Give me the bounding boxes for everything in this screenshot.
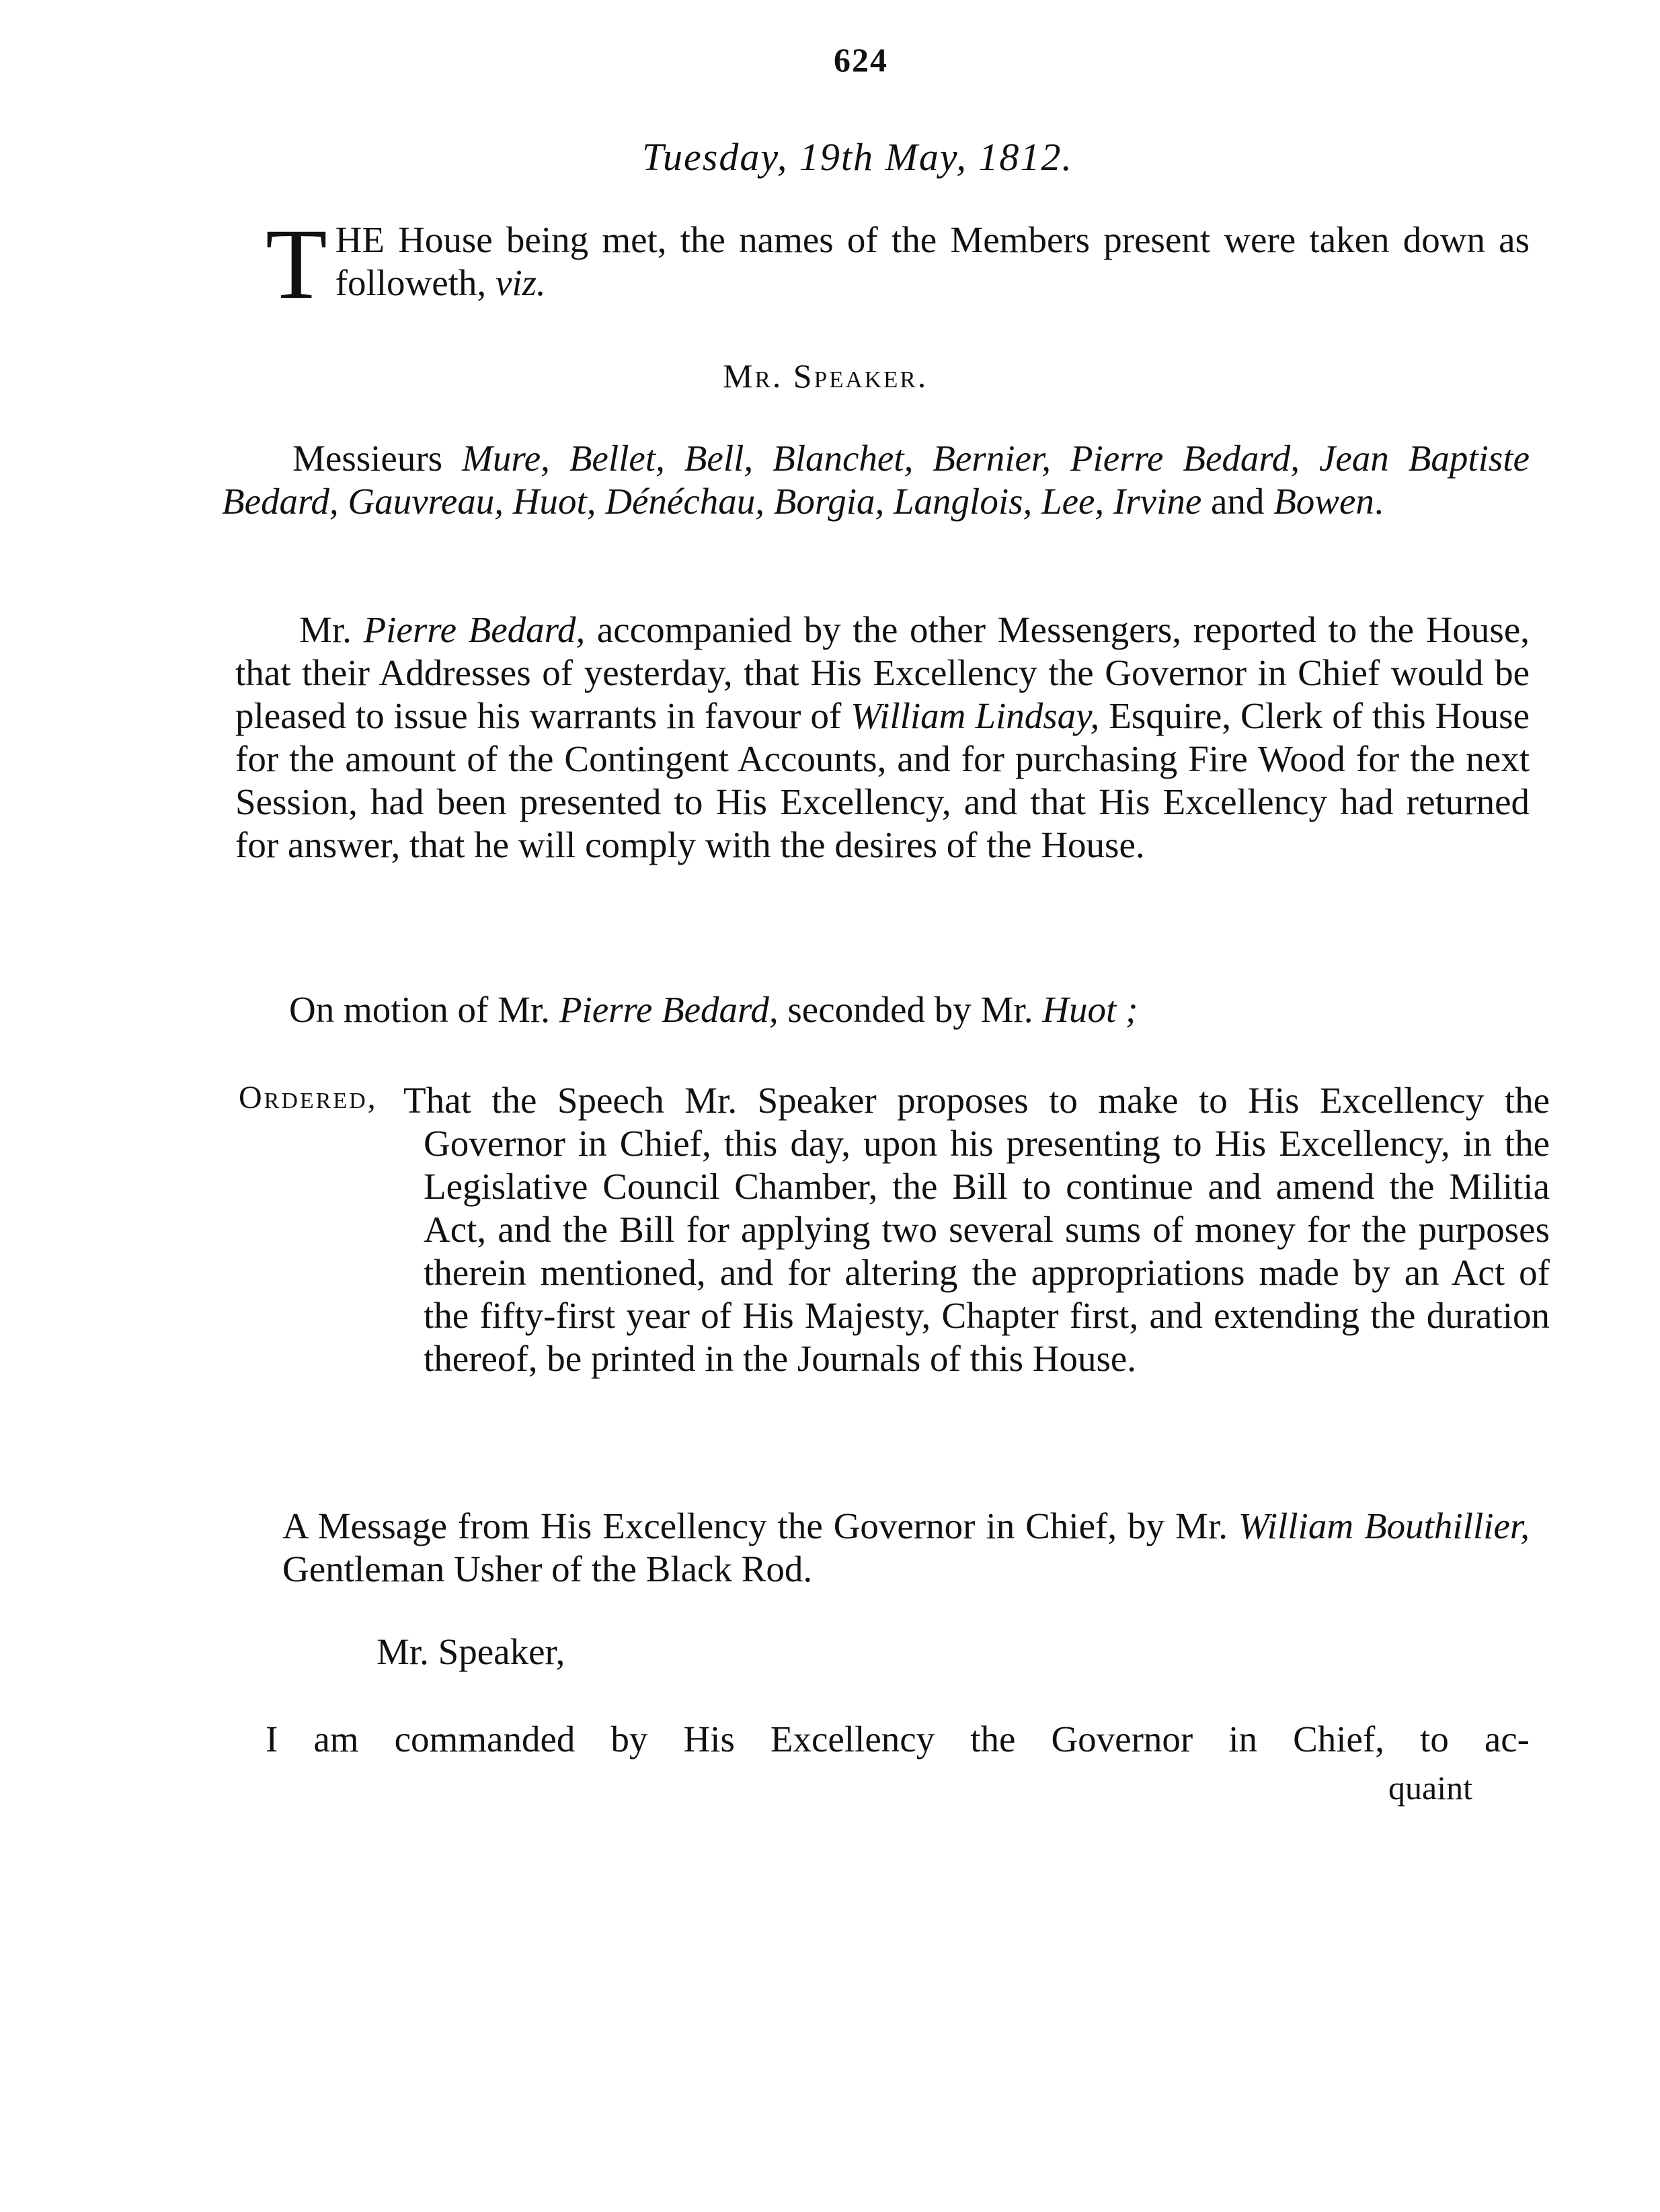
- motion-text-2: seconded by Mr.: [778, 989, 1043, 1030]
- drop-cap: T: [266, 208, 327, 320]
- speaker-line: Mr. Speaker.: [723, 357, 928, 395]
- members-names: Mure, Bellet, Bell, Blanchet, Bernier, Pierre Bedard, Jean Baptiste Bedard, Gauvreau, Huot, Dénéchau, Borgia, Langlois, Lee, Irvine: [222, 438, 1530, 522]
- members-and: and: [1201, 481, 1274, 522]
- date-heading: Tuesday, 19th May, 1812.: [642, 135, 1073, 179]
- report-mr: Mr.: [299, 609, 364, 650]
- page-number: 624: [834, 41, 888, 79]
- ordered-label: Ordered,: [239, 1080, 378, 1115]
- report-name: Pierre Bedard,: [363, 609, 586, 650]
- motion-line: [289, 988, 1138, 1031]
- message-name: William Bouthillier,: [1238, 1505, 1530, 1546]
- opening-viz: viz.: [495, 262, 546, 303]
- ordered-text: That the Speech Mr. Speaker proposes to make to His Excellency the Governor in Chief, this day, upon his presenting to His Excellency, in the Legislative Council Chamber, the Bill to continue and amend the Militia Act, and the Bill for applying two several sums of money for the purposes therein mentioned, and for altering the appropriations made by an Act of the fifty-first year of His Majesty, Chapter first, and extending the duration thereof, be printed in the Journals of this House.: [403, 1080, 1550, 1379]
- catchword: quaint: [1388, 1769, 1472, 1807]
- message-text-1: A Message from His Excellency the Governor in Chief, by Mr.: [282, 1505, 1238, 1546]
- final-line: I am commanded by His Excellency the Governor in Chief, to ac-: [266, 1719, 1530, 1760]
- report-text-1: accompanied by the other Messengers, reported to the House, that their Addresses of yesterday, that His Excellency the Governor in Chief would be pleased to issue his warrants in favour of: [235, 609, 1530, 736]
- report-paragraph: [235, 608, 1530, 867]
- salutation: Mr. Speaker,: [377, 1631, 565, 1672]
- members-last: Bowen: [1273, 481, 1374, 522]
- opening-text: HE House being met, the names of the Members present were taken down as followeth,: [335, 219, 1530, 303]
- members-intro: Messieurs: [292, 438, 463, 479]
- message-paragraph: [282, 1505, 1530, 1591]
- report-clerk-name: William Lindsay,: [851, 695, 1100, 736]
- motion-text-1: On motion of Mr.: [289, 989, 559, 1030]
- motion-seconder: Huot ;: [1042, 989, 1138, 1030]
- opening-paragraph: [266, 208, 1530, 320]
- members-paragraph: [222, 437, 1530, 523]
- report-text-2: Esquire, Clerk of this House for the amount of the Contingent Accounts, and for purchasing Fire Wood for the next Session, had been presented to His Excellency, and that His Excellency had returned for answer, that he will comply with the desires of the House.: [235, 695, 1530, 865]
- motion-mover: Pierre Bedard,: [559, 989, 779, 1030]
- members-end: .: [1374, 481, 1384, 522]
- message-text-2: Gentleman Usher of the Black Rod.: [282, 1548, 813, 1589]
